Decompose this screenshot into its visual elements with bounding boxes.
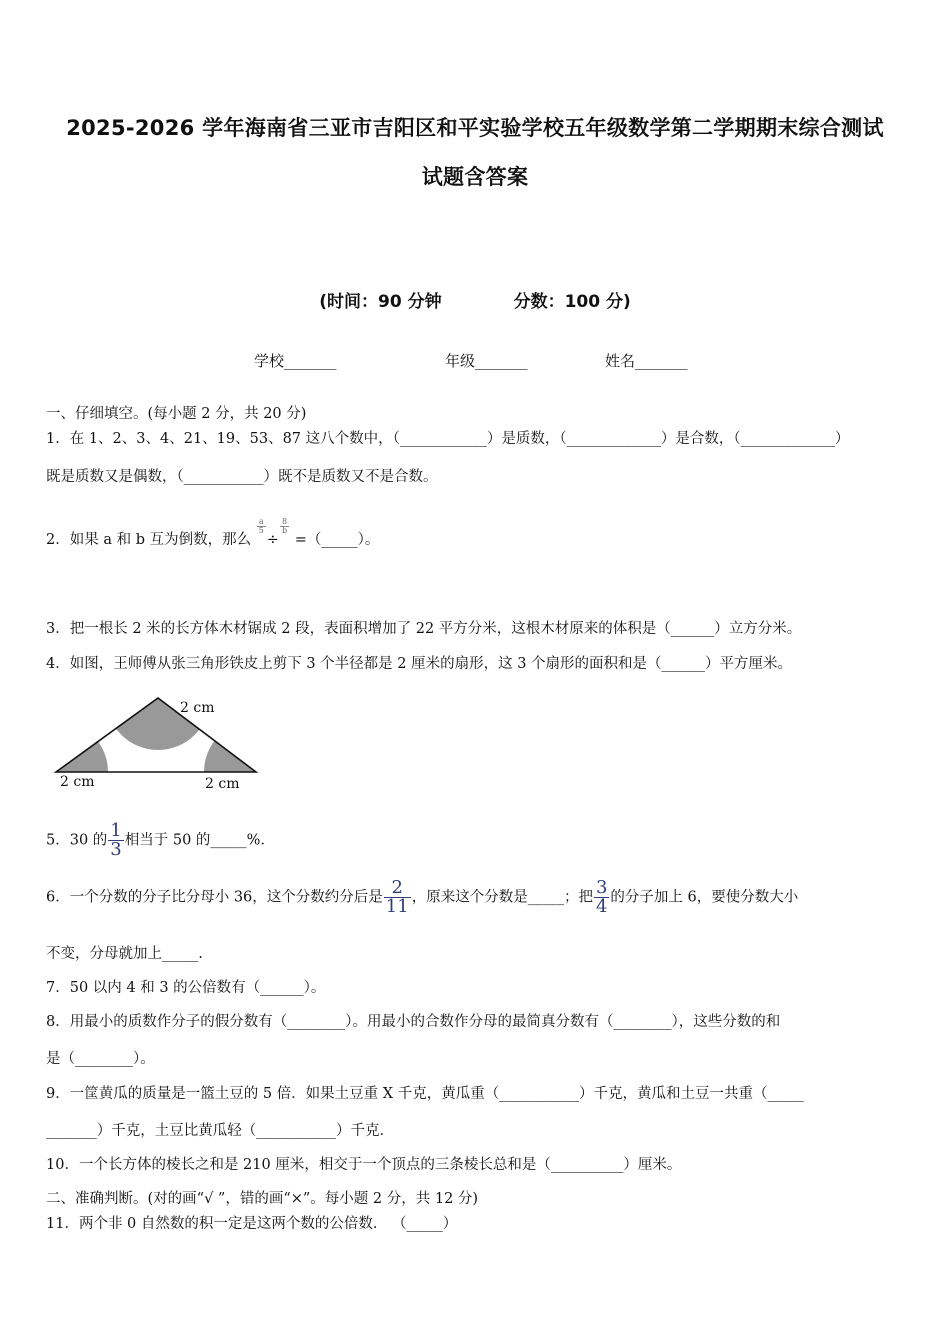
question-9-line2: _______）千克，土豆比黄瓜轻（___________）千克． <box>46 1123 394 1139</box>
question-4: 4．如图，王师傅从张三角形铁皮上剪下 3 个半径都是 2 厘米的扇形，这 3 个扇形的面积和是（______）平方厘米。 <box>46 656 793 672</box>
question-6-line2: 不变，分母就加上_____. <box>46 946 203 962</box>
grade-field[interactable]: 年级_______ <box>445 352 528 370</box>
name-field[interactable]: 姓名_______ <box>605 352 688 370</box>
triangle-figure <box>50 690 265 795</box>
question-2-text: 2．如果 a 和 b 互为倒数，那么 <box>46 532 252 548</box>
question-3: 3．把一根长 2 米的长方体木材锯成 2 段，表面积增加了 22 平方分米，这根木材原来的体积是（______）立方分米。 <box>46 621 802 637</box>
question-2-answer: =（_____）。 <box>294 532 380 548</box>
question-5-answer: 相当于 50 的_____%． <box>124 832 275 849</box>
question-8-line2: 是（________）。 <box>46 1051 155 1067</box>
document-title-line2: 试题含答案 <box>421 165 529 189</box>
figure-label-top: 2 cm <box>180 700 215 716</box>
question-1-line2: 既是质数又是偶数，（___________）既不是质数又不是合数。 <box>46 469 438 485</box>
exam-score: 分数：100 分) <box>513 292 631 312</box>
question-5 <box>46 822 275 859</box>
division-sign: ÷ <box>266 532 279 548</box>
question-6-text: 6．一个分数的分子比分母小 36，这个分数约分后是 <box>46 889 383 906</box>
exam-meta <box>0 287 950 312</box>
figure-label-left: 2 cm <box>60 774 95 790</box>
question-2 <box>46 516 380 549</box>
question-2-fraction-1: $\frac{a}{5}$ <box>258 516 264 535</box>
section1-heading: 一、仔细填空。(每小题 2 分，共 20 分) <box>46 406 307 422</box>
question-7: 7．50 以内 4 和 3 的公倍数有（______）。 <box>46 980 326 996</box>
question-11: 11．两个非 0 自然数的积一定是这两个数的公倍数． （_____） <box>46 1216 458 1232</box>
exam-time: (时间：90 分钟 <box>319 292 442 312</box>
question-6-mid: ，原来这个分数是_____；把 <box>411 889 593 906</box>
document-title-line1: 2025-2026 学年海南省三亚市吉阳区和平实验学校五年级数学第二学期期末综合测试 <box>66 116 884 140</box>
question-8-line1: 8．用最小的质数作分子的假分数有（________）。用最小的合数作分母的最简真分数有（________），这些分数的和 <box>46 1014 781 1030</box>
question-5-text: 5．30 的 <box>46 832 108 849</box>
question-5-fraction: $\frac{1}{3}$ <box>110 820 122 860</box>
question-6-post: 的分子加上 6，要使分数大小 <box>610 889 799 906</box>
section2-heading: 二、准确判断。(对的画“√ ”，错的画“×”。每小题 2 分，共 12 分) <box>46 1191 479 1207</box>
question-6-fraction-1: $\frac{2}{11}$ <box>385 877 409 917</box>
question-1-line1: 1．在 1、2、3、4、21、19、53、87 这八个数中，（____________）是质数，（_____________）是合数，（_____________） <box>46 431 850 447</box>
school-field[interactable]: 学校_______ <box>254 352 337 370</box>
question-10: 10．一个长方体的棱长之和是 210 厘米，相交于一个顶点的三条棱长总和是（__________）厘米。 <box>46 1157 682 1173</box>
question-2-fraction-2: $\frac{8}{b}$ <box>281 516 288 535</box>
question-6-fraction-2: $\frac{3}{4}$ <box>595 877 608 917</box>
figure-label-right: 2 cm <box>205 776 240 792</box>
question-9-line1: 9．一筐黄瓜的质量是一篮土豆的 5 倍．如果土豆重 X 千克，黄瓜重（___________）千克，黄瓜和土豆一共重（_____ <box>46 1086 804 1102</box>
question-6-line1 <box>46 879 798 916</box>
